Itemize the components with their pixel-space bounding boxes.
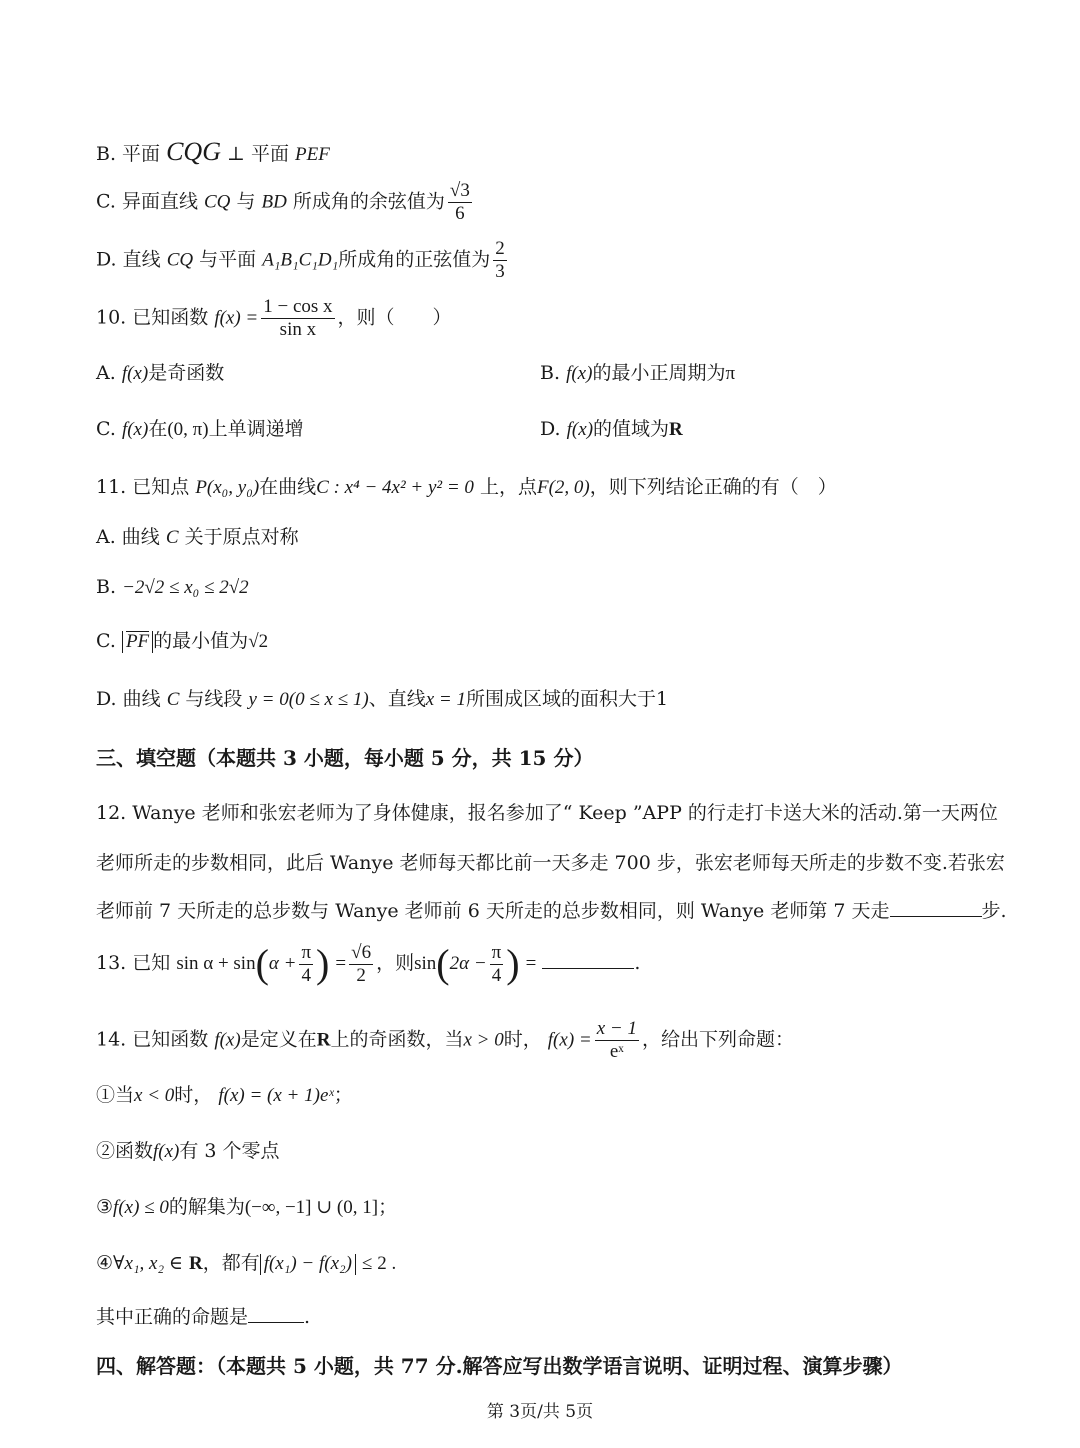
q14-p4-label: ④ [96, 1252, 114, 1274]
q9-c-tail: 所成角的余弦值为 [292, 190, 445, 213]
q9-d-math-cq: CQ [166, 249, 194, 271]
q10-b-label: B. [540, 362, 561, 384]
q10-c-label: C. [96, 418, 116, 440]
q14-p3-end: ； [378, 1196, 398, 1218]
q13 [96, 940, 640, 988]
q14-p1-cond: x < 0 [134, 1085, 175, 1106]
q10-c-math: f(x) [121, 419, 149, 440]
q14-final-text: 其中正确的命题是 [96, 1306, 249, 1328]
q14-p1-end: ； [333, 1084, 353, 1106]
q14-fx2: f(x) = [547, 1029, 592, 1051]
q13-paren-close-2: ) [506, 941, 520, 986]
q14-p4-r: R [188, 1253, 203, 1274]
q12-line-3-end: 步. [981, 900, 1007, 922]
section-3-heading: 三、填空题（本题共 3 小题，每小题 5 分，共 15 分） [96, 746, 594, 770]
q11-tail: ，则下列结论正确的有（ ） [589, 476, 837, 498]
q10-c-interval: (0, π) [167, 419, 209, 440]
q11-option-c [96, 630, 268, 654]
q11-option-d [96, 688, 668, 712]
q13-two-alpha: 2α − [449, 953, 487, 974]
q11-mid1: 在曲线 [259, 476, 317, 498]
q10-option-b [540, 362, 735, 386]
q14-p1-label: ①当 [96, 1084, 135, 1106]
q11-curve: C : x⁴ − 4x² + y² = 0 [316, 477, 474, 498]
q9-d-fraction: $\frac{2}{3}$ [495, 238, 505, 282]
q9-option-c [96, 180, 475, 225]
q10-d-label: D. [540, 418, 561, 440]
q14-p3-t: 的解集为 [168, 1196, 245, 1218]
q11-c-vector-pf: PF [125, 631, 150, 652]
q11-stem-text: 11. 已知点 [96, 476, 190, 498]
q14-final [96, 1304, 310, 1329]
q9-c-mid: 与 [236, 190, 256, 213]
q13-pi-over-4-a: $\frac{\pi}{4}$ [301, 941, 312, 986]
q10-stem-text: 10. 已知函数 [96, 306, 209, 329]
q9-c-fraction: $\frac{√3}{6}$ [449, 180, 470, 224]
q11-stem [96, 476, 837, 500]
q12-line-2: 老师所走的步数相同，此后 Wanye 老师每天都比前一天多走 700 步，张宏老师每天所走的步数不变.若张宏 [96, 852, 1005, 874]
q9-b-math-pef: PEF [295, 144, 330, 165]
q10-option-c [96, 418, 304, 442]
q14-p3-math: f(x) ≤ 0 [113, 1197, 169, 1218]
q11-d-t2: 、直线 [368, 688, 426, 710]
q11-b-math: −2√2 ≤ x₀ ≤ 2√2 [122, 577, 249, 598]
q14-p1-math: f(x) = (x + 1)eˣ [218, 1085, 334, 1106]
q11-point-p: P(x₀, y₀) [195, 477, 260, 498]
q14-answer-blank[interactable] [248, 1304, 304, 1323]
q14-t2: 上的奇函数，当 [330, 1028, 464, 1051]
q9-d-plane: A₁B₁C₁D₁ [262, 249, 339, 271]
q14-p2-t: 有 3 个零点 [179, 1140, 280, 1162]
q14-p2-math: f(x) [153, 1141, 180, 1162]
q12-answer-blank[interactable] [890, 898, 982, 917]
q11-a-c: C [165, 527, 179, 548]
q13-sin: sin [414, 953, 437, 974]
q9-b-perp: ⊥ [227, 144, 245, 165]
q9-c-math-cq: CQ [204, 191, 231, 213]
q13-answer-blank[interactable] [542, 950, 634, 969]
q10-c-text2: 上单调递增 [208, 418, 304, 440]
q11-c-label: C. [96, 630, 116, 652]
q10-fraction: $\frac{\text{1 − cos x}}{\text{sin x}}$ [263, 296, 333, 340]
q9-c-math-bd: BD [261, 191, 287, 213]
q10-c-text1: 在 [148, 418, 168, 440]
q11-a-label: A. 曲线 [96, 526, 160, 548]
q9-b-mid: 平面 [250, 143, 289, 165]
q14-p4-end: ≤ 2 . [362, 1253, 397, 1274]
q14-final-end: . [304, 1306, 311, 1328]
q9-d-label: D. 直线 [96, 248, 161, 271]
q12-line-3-text: 老师前 7 天所走的总步数与 Wanye 老师前 6 天所走的总步数相同，则 Wanye 老师第 7 天走 [96, 900, 890, 922]
q14-prop-4 [96, 1252, 396, 1276]
q13-paren-open-1: ( [255, 941, 269, 986]
q10-stem [96, 296, 452, 341]
q14-fx: f(x) [214, 1029, 241, 1051]
q10-b-text: 的最小正周期为 [592, 362, 726, 384]
q13-eq2: = [525, 953, 537, 974]
q14-t4: ，给出下列命题： [641, 1028, 794, 1051]
q13-rhs-fraction: $\frac{√6}{2}$ [351, 941, 372, 986]
q9-option-d [96, 238, 510, 283]
q14-t1: 是定义在 [240, 1028, 317, 1051]
page-footer: 第 3页/共 5页 [486, 1402, 594, 1422]
q10-fx: f(x) = [214, 307, 259, 329]
q11-d-label: D. 曲线 [96, 688, 161, 710]
q13-expr1: sin α + sin [176, 953, 256, 974]
q13-paren-open-2: ( [436, 941, 450, 986]
q9-d-mid: 与平面 [199, 248, 257, 271]
q13-paren-close-1: ) [316, 941, 330, 986]
q11-d-segment: y = 0(0 ≤ x ≤ 1) [248, 689, 369, 710]
q13-stem: 13. 已知 [96, 952, 171, 974]
q10-a-text: 是奇函数 [148, 362, 225, 384]
q9-b-label: B. 平面 [96, 143, 161, 165]
q14-r: R [316, 1029, 331, 1051]
q10-d-math: f(x) [566, 419, 594, 440]
q10-a-label: A. [96, 362, 116, 384]
q14-p4-abs: f(x₁) − f(x₂) [260, 1254, 356, 1275]
q9-option-b [96, 136, 330, 167]
q14-cond: x > 0 [463, 1029, 504, 1051]
q11-d-t3: 所围成区域的面积大于1 [465, 688, 669, 710]
q11-option-a [96, 526, 299, 550]
q12-line-3 [96, 898, 1007, 923]
q11-option-b [96, 576, 249, 600]
q12-line-1: 12. Wanye 老师和张宏老师为了身体健康，报名参加了“ Keep ”APP 的行走打卡送大米的活动.第一天两位 [96, 802, 998, 824]
q14-fraction: $\frac{x - 1}{\text{eˣ}}$ [596, 1018, 637, 1062]
q14-p4-math: ∀x₁, x₂ ∈ [113, 1253, 183, 1274]
q14-p2-label: ②函数 [96, 1140, 154, 1162]
q14-p3-label: ③ [96, 1196, 114, 1218]
q14-stem [96, 1018, 794, 1063]
q11-a-text: 关于原点对称 [184, 526, 299, 548]
q10-option-a [96, 362, 224, 386]
q14-p1-t: 时， [174, 1084, 213, 1106]
q14-prop-3 [96, 1196, 397, 1220]
q13-pi-over-4-b: $\frac{\pi}{4}$ [491, 941, 502, 986]
q13-alpha: α + [268, 953, 297, 974]
q14-prop-2 [96, 1140, 280, 1164]
q11-d-line: x = 1 [425, 689, 466, 710]
q11-point-f: F(2, 0) [537, 477, 590, 498]
q10-d-text: 的值域为 [593, 418, 670, 440]
q10-b-math: f(x) [566, 363, 593, 384]
q10-tail: ，则（ ） [337, 306, 452, 329]
q11-b-label: B. [96, 576, 117, 598]
q11-c-abs [122, 631, 153, 653]
q10-d-r: R [669, 419, 683, 440]
q14-t3: 时， [503, 1028, 542, 1051]
section-4-heading: 四、解答题：（本题共 5 小题，共 77 分.解答应写出数学语言说明、证明过程、演算步骤） [96, 1354, 903, 1378]
q14-prop-1 [96, 1084, 353, 1108]
q10-a-math: f(x) [121, 363, 149, 384]
q11-mid2: 上，点 [479, 476, 537, 498]
q11-d-c: C [166, 689, 180, 710]
q9-d-tail: 所成角的正弦值为 [338, 248, 491, 271]
q10-option-d [540, 418, 683, 442]
q13-mid: ，则 [376, 952, 415, 974]
q13-eq: = [335, 953, 347, 974]
q11-c-value: √2 [248, 631, 269, 652]
q11-c-text: 的最小值为 [153, 630, 249, 652]
q14-stem-text: 14. 已知函数 [96, 1028, 209, 1051]
q14-p3-set: (−∞, −1] ∪ (0, 1] [244, 1197, 379, 1218]
q9-b-math-cqg: CQG [166, 137, 221, 166]
q9-c-label: C. 异面直线 [96, 190, 198, 213]
q11-d-t1: 与线段 [185, 688, 243, 710]
q13-end: . [634, 952, 641, 974]
q14-p4-t: ，都有 [202, 1252, 260, 1274]
q10-b-pi: π [725, 363, 736, 384]
